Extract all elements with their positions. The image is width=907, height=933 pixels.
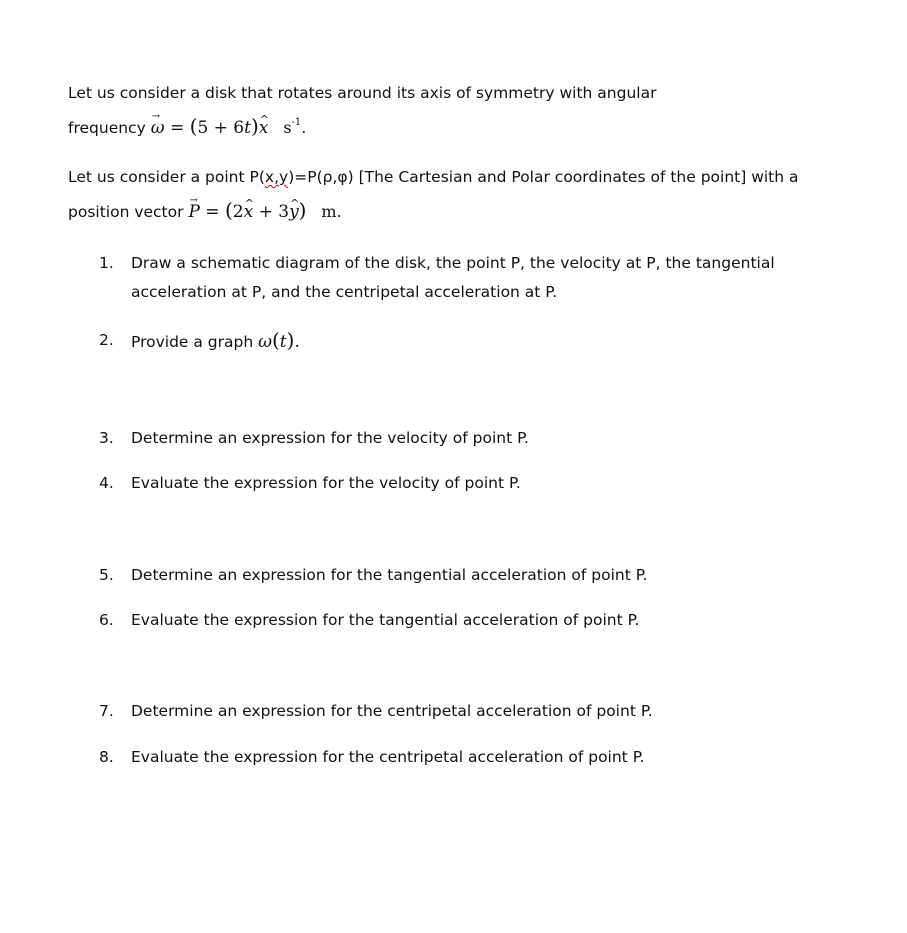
p-coef-x: 2 bbox=[232, 202, 244, 222]
question-number: 7. bbox=[99, 702, 114, 720]
question-2: 2. Provide a graph ω(t). bbox=[99, 326, 300, 357]
omega-equation: → ω = (5 + 6t)^ x bbox=[151, 118, 269, 138]
question-1 bbox=[99, 249, 775, 307]
p-unit: m bbox=[321, 202, 337, 221]
intro-line-1 bbox=[68, 83, 656, 103]
graph-arg: t bbox=[279, 332, 287, 352]
graph-end: . bbox=[294, 332, 300, 352]
omega-equals: = bbox=[164, 118, 190, 138]
omega-unit-exp: -1 bbox=[291, 117, 302, 128]
question-text-line-1: Draw a schematic diagram of the disk, the point P, the velocity at P, the tangential bbox=[131, 254, 775, 272]
point-line-2 bbox=[68, 200, 342, 222]
intro-frequency-label: frequency bbox=[68, 119, 146, 137]
graph-func: ω bbox=[258, 332, 272, 352]
p-equals: = bbox=[199, 202, 225, 222]
position-equation: → P = (2^ x + 3^ y) bbox=[188, 202, 306, 222]
p-period: . bbox=[336, 202, 342, 221]
question-text: Determine an expression for the velocity of point P. bbox=[131, 429, 529, 447]
point-text-prefix: Let us consider a point P( bbox=[68, 168, 265, 186]
p-unit-y: y bbox=[289, 202, 299, 222]
omega-expr: 5 + 6 bbox=[197, 118, 245, 138]
omega-period: . bbox=[301, 118, 307, 137]
omega-unit-vector: x bbox=[258, 118, 269, 138]
p-plus: + 3 bbox=[253, 202, 290, 222]
omega-unit bbox=[283, 118, 306, 137]
question-number: 2. bbox=[99, 331, 114, 349]
question-number: 3. bbox=[99, 429, 114, 447]
p-unit-x: x bbox=[243, 202, 254, 222]
question-number: 8. bbox=[99, 748, 114, 766]
position-vector-label: position vector bbox=[68, 203, 184, 221]
point-line-1 bbox=[68, 167, 799, 187]
point-text-suffix: )=P(ρ,φ) [The Cartesian and Polar coordinates of the point] with a bbox=[288, 168, 799, 186]
question-text: Provide a graph bbox=[131, 333, 254, 351]
point-xy: x,y bbox=[264, 168, 289, 186]
intro-text-1: Let us consider a disk that rotates around its axis of symmetry with angular bbox=[68, 84, 657, 102]
question-6 bbox=[99, 606, 639, 635]
question-4 bbox=[99, 469, 521, 498]
question-text: Evaluate the expression for the centripetal acceleration of point P. bbox=[131, 748, 645, 766]
question-text: Evaluate the expression for the tangential acceleration of point P. bbox=[131, 611, 640, 629]
question-text: Determine an expression for the tangential acceleration of point P. bbox=[131, 566, 648, 584]
question-5 bbox=[99, 561, 648, 590]
p-symbol: P bbox=[188, 202, 200, 222]
question-number: 1. bbox=[99, 254, 114, 272]
question-text: Evaluate the expression for the velocity of point P. bbox=[131, 474, 521, 492]
question-7 bbox=[99, 697, 653, 726]
question-text-line-2: acceleration at P, and the centripetal acceleration at P. bbox=[131, 283, 558, 301]
position-unit bbox=[321, 202, 341, 221]
question-8 bbox=[99, 743, 645, 772]
question-3 bbox=[99, 424, 529, 453]
omega-symbol: ω bbox=[150, 118, 165, 138]
question-text: Determine an expression for the centripetal acceleration of point P. bbox=[131, 702, 653, 720]
question-number: 4. bbox=[99, 474, 114, 492]
question-number: 5. bbox=[99, 566, 114, 584]
question-number: 6. bbox=[99, 611, 114, 629]
omega-expr-t: t bbox=[244, 118, 251, 138]
omega-unit-s: s bbox=[283, 118, 292, 137]
intro-line-2 bbox=[68, 113, 306, 138]
